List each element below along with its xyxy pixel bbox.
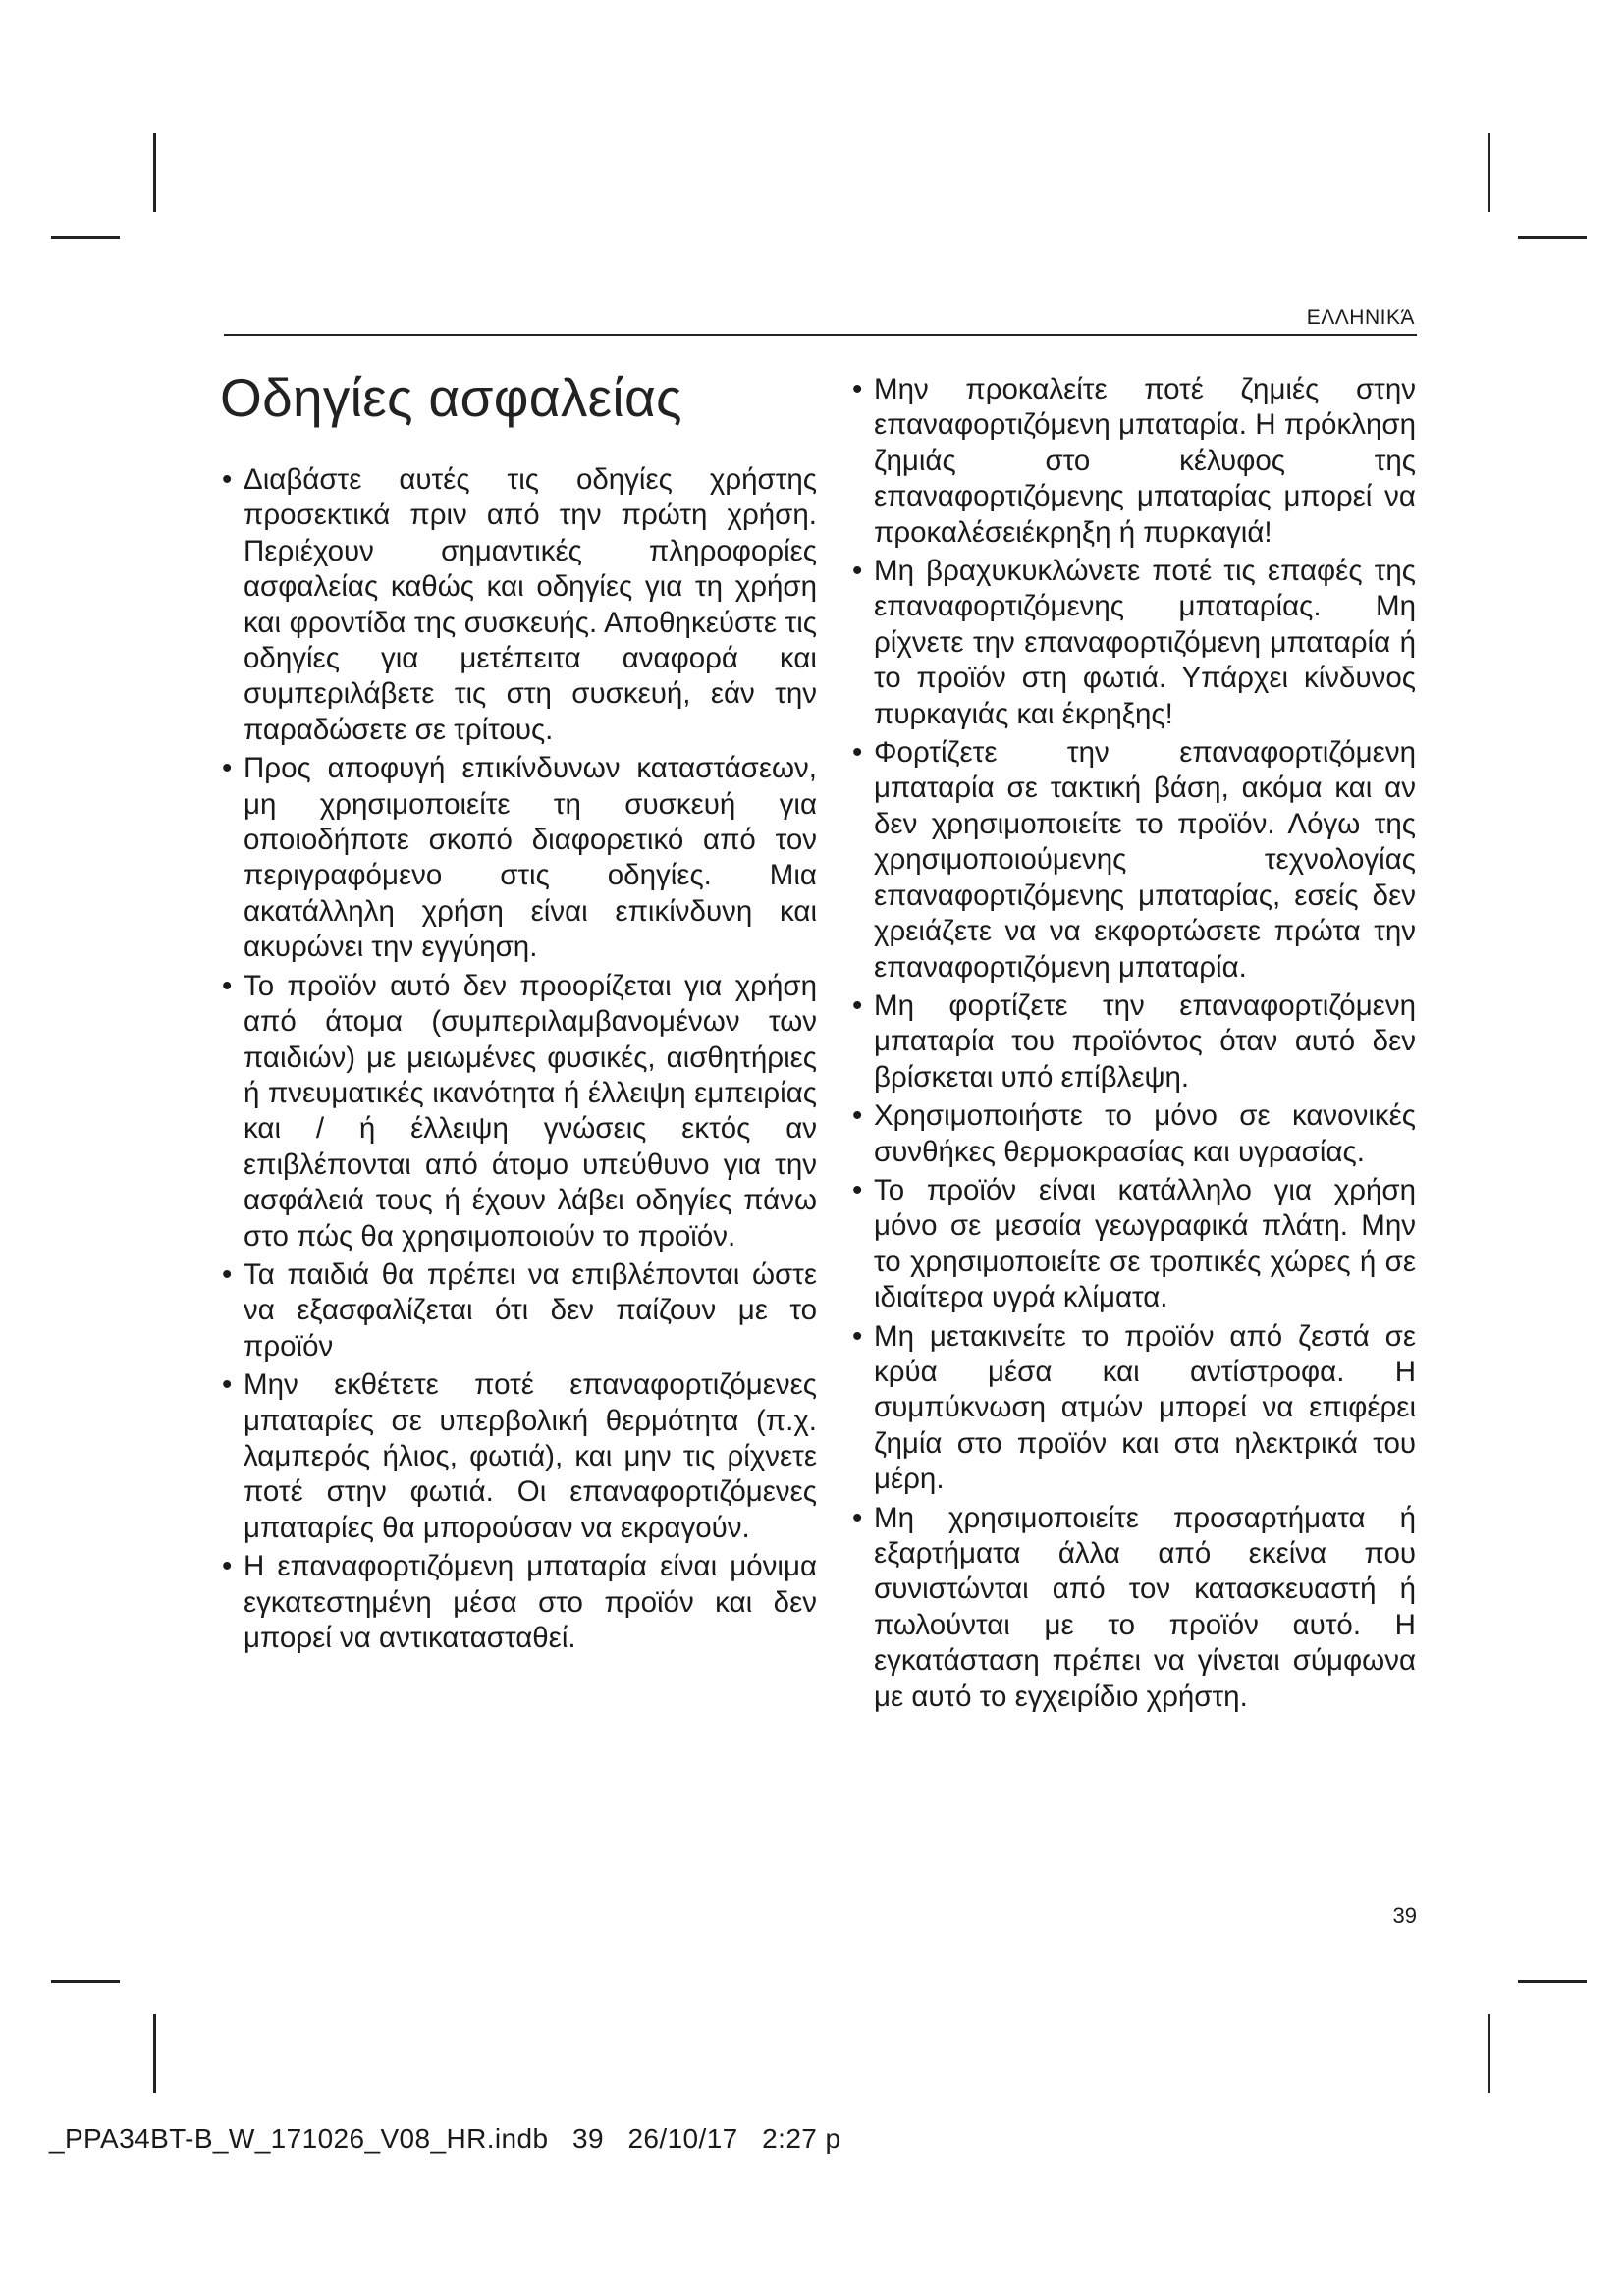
crop-mark-top-right-vertical [1488,133,1490,212]
header-rule [224,334,1417,336]
page-title: Οδηγίες ασφαλείας [220,367,682,428]
print-imprint: _PPA34BT-B_W_171026_V08_HR.indb 39 26/10/17 2:27 p [49,2123,841,2154]
crop-mark-top-left-vertical [153,133,156,212]
safety-item: • Το προϊόν είναι κατάλληλο για χρήση μόνο σε μεσαία γεωγραφικά πλάτη. Μην το χρησιμοποιείτε σε τροπικές χώρες ή σε ιδιαίτερα υγρά κλίματα. [852,1173,1416,1316]
page-number: 39 [1392,1903,1417,1928]
safety-item: • Φορτίζετε την επαναφορτιζόμενη μπαταρία σε τακτική βάση, ακόμα και αν δεν χρησιμοποιείτε το προϊόν. Λόγω της χρησιμοποιούμενης τεχνολογίας επαναφορτιζόμενης μπαταρίας, εσείς δεν χρειάζετε να να εκφορτώσετε πρώτα την επαναφορτιζόμενη μπαταρία. [852,735,1416,986]
safety-item: • Μην προκαλείτε ποτέ ζημιές στην επαναφορτιζόμενη μπαταρία. Η πρόκληση ζημιάς στο κέλυφος της επαναφορτιζόμενης μπαταρίας μπορεί να προκαλέσειέκρηξη ή πυρκαγιά! [852,372,1416,551]
safety-item: • Μην εκθέτετε ποτέ επαναφορτιζόμενες μπαταρίες σε υπερβολική θερμότητα (π.χ. λαμπερός ήλιος, φωτιά), και μην τις ρίχνετε ποτέ στην φωτιά. Οι επαναφορτιζόμενες μπαταρίες θα μπορούσαν να εκραγούν. [222,1367,817,1546]
crop-mark-bottom-left-vertical [153,2014,156,2093]
crop-mark-bottom-right-horizontal [1518,1980,1587,1983]
safety-item: • Το προϊόν αυτό δεν προορίζεται για χρήση από άτομα (συμπεριλαμβανομένων των παιδιών) με μειωμένες φυσικές, αισθητήριες ή πνευματικές ικανότητα ή έλλειψη εμπειρίας και / ή έλλειψη γνώσεις εκτός αν επιβλέπονται από άτομο υπεύθυνο για την ασφάλειά τους ή έχουν λάβει οδηγίες πάνω στο πώς θα χρησιμοποιούν το προϊόν. [222,969,817,1255]
safety-list-left [222,462,817,1659]
section-language-label: ΕΛΛΗΝΙΚΆ [1306,306,1415,329]
safety-item: • Μη χρησιμοποιείτε προσαρτήματα ή εξαρτήματα άλλα από εκείνα που συνιστώνται από τον κατασκευαστή ή πωλούνται με το προϊόν αυτό. Η εγκατάσταση πρέπει να γίνεται σύμφωνα με αυτό το εγχειρίδιο χρήστη. [852,1501,1416,1715]
safety-item: • Μη βραχυκυκλώνετε ποτέ τις επαφές της επαναφορτιζόμενης μπαταρίας. Μη ρίχνετε την επαναφορτιζόμενη μπαταρία ή το προϊόν στη φωτιά. Υπάρχει κίνδυνος πυρκαγιάς και έκρηξης! [852,554,1416,732]
safety-item: • Τα παιδιά θα πρέπει να επιβλέπονται ώστε να εξασφαλίζεται ότι δεν παίζουν με το προϊόν [222,1257,817,1364]
safety-item: • Μη φορτίζετε την επαναφορτιζόμενη μπαταρία του προϊόντος όταν αυτό δεν βρίσκεται υπό επίβλεψη. [852,988,1416,1095]
crop-mark-top-right-horizontal [1518,236,1587,239]
crop-mark-bottom-right-vertical [1488,2014,1490,2093]
safety-item: • Προς αποφυγή επικίνδυνων καταστάσεων, μη χρησιμοποιείτε τη συσκευή για οποιοδήποτε σκοπό διαφορετικό από τον περιγραφόμενο στις οδηγίες. Μια ακατάλληλη χρήση είναι επικίνδυνη και ακυρώνει την εγγύηση. [222,751,817,965]
safety-list-right [852,372,1416,1718]
safety-item: • Χρησιμοποιήστε το μόνο σε κανονικές συνθήκες θερμοκρασίας και υγρασίας. [852,1098,1416,1170]
safety-item: • Μη μετακινείτε το προϊόν από ζεστά σε κρύα μέσα και αντίστροφα. Η συμπύκνωση ατμών μπορεί να επιφέρει ζημία στο προϊόν και στα ηλεκτρικά του μέρη. [852,1319,1416,1498]
safety-item: • Η επαναφορτιζόμενη μπαταρία είναι μόνιμα εγκατεστημένη μέσα στο προϊόν και δεν μπορεί να αντικατασταθεί. [222,1549,817,1656]
crop-mark-bottom-left-horizontal [51,1980,120,1983]
safety-item: • Διαβάστε αυτές τις οδηγίες χρήστης προσεκτικά πριν από την πρώτη χρήση. Περιέχουν σημαντικές πληροφορίες ασφαλείας καθώς και οδηγίες για τη χρήση και φροντίδα της συσκευής. Αποθηκεύστε τις οδηγίες για μετέπειτα αναφορά και συμπεριλάβετε τις στη συσκευή, εάν την παραδώσετε σε τρίτους. [222,462,817,748]
crop-mark-top-left-horizontal [51,236,120,239]
